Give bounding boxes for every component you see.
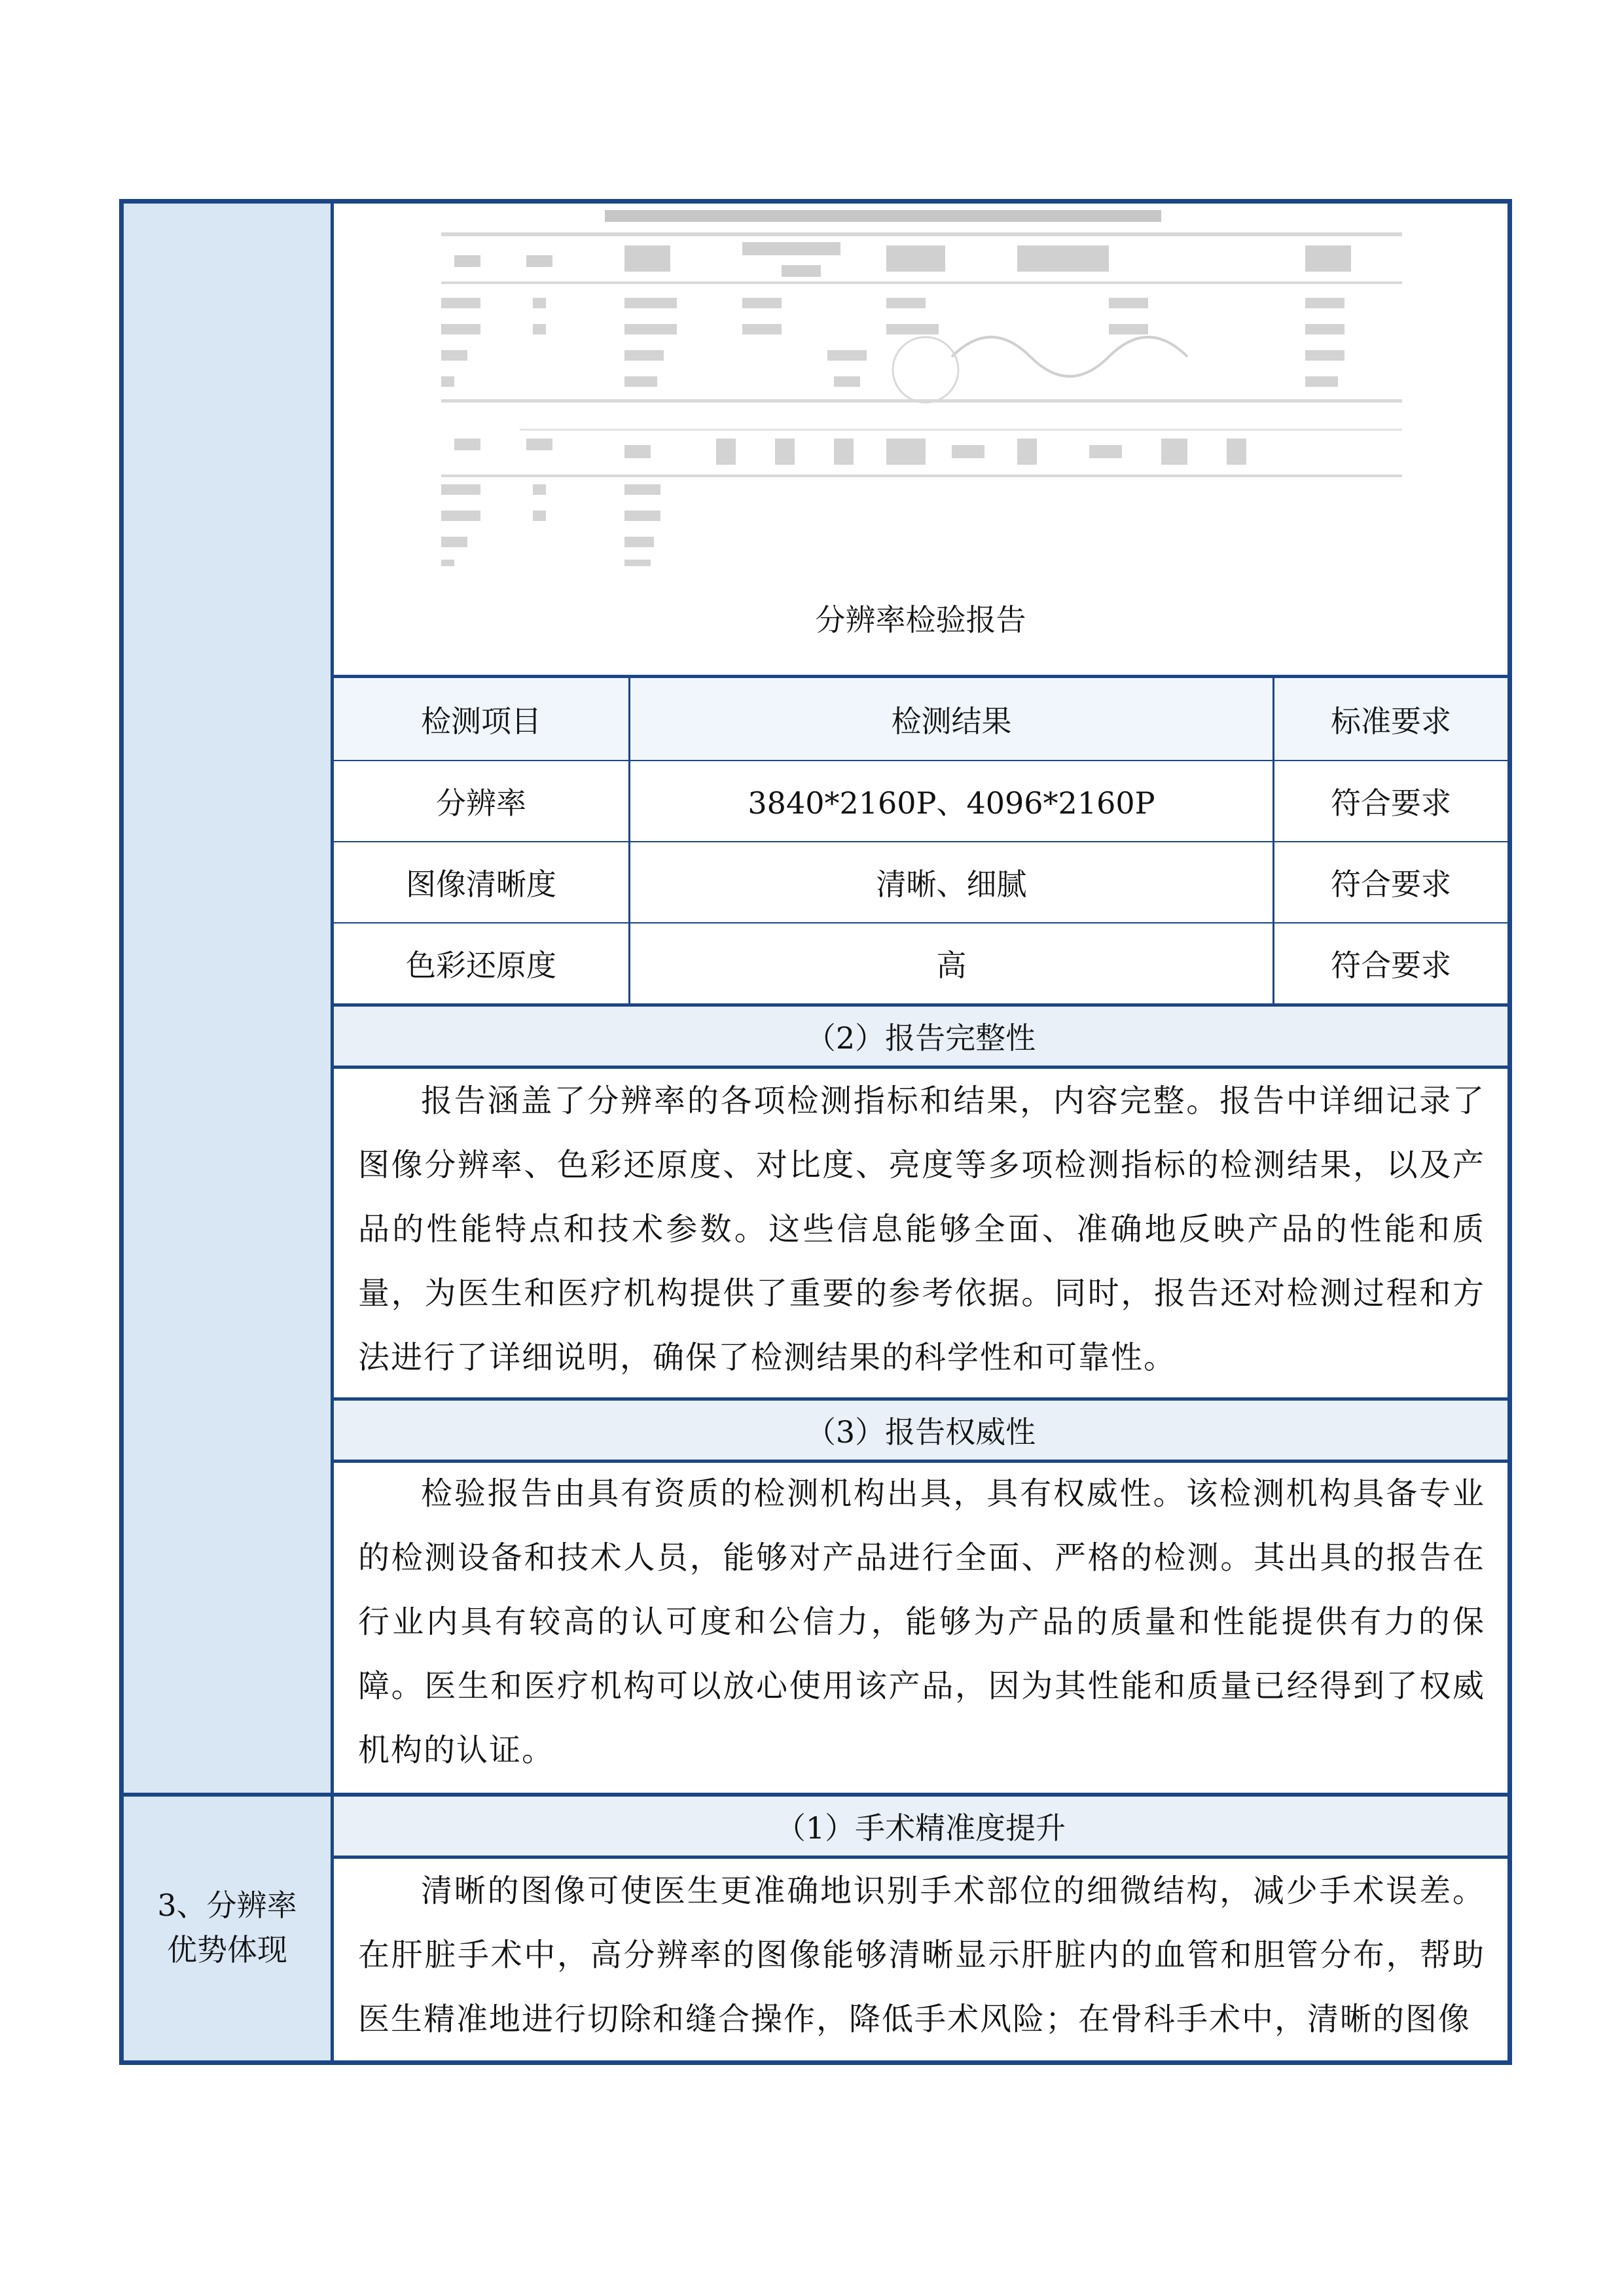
surgical-precision-heading: （1）手术精准度提升 <box>334 1797 1507 1856</box>
report-table-image <box>441 206 1402 566</box>
advantage-label <box>157 1883 297 1972</box>
table-row-resolution-standard: 符合要求 <box>1331 785 1451 821</box>
table-row-resolution-item: 分辨率 <box>436 785 526 821</box>
authority-body: 检验报告由具有资质的检测机构出具，具有权威性。该检测机构具备专业的检测设备和技术人员，能够对产品进行全面、严格的检测。其出具的报告在行业内具有较高的认可度和公信力，能够为产品的质量和性能提供有力的保障。医生和医疗机构可以放心使用该产品，因为其性能和质量已经得到了权威机构的认证。 <box>358 1475 1485 1768</box>
document-table <box>119 199 1512 2065</box>
left-column-empty <box>124 204 334 1794</box>
table-row-color-result: 高 <box>936 948 967 983</box>
table-row-clarity-item: 图像清晰度 <box>406 867 556 902</box>
column-divider <box>1272 678 1274 1003</box>
report-figure <box>334 204 1507 675</box>
table-row-clarity-standard: 符合要求 <box>1331 867 1451 902</box>
figure-caption: 分辨率检验报告 <box>815 602 1026 637</box>
completeness-heading: （2）报告完整性 <box>334 1007 1507 1066</box>
left-column-advantage <box>124 1794 334 2060</box>
completeness-body: 报告涵盖了分辨率的各项检测指标和结果，内容完整。报告中详细记录了图像分辨率、色彩还原度、对比度、亮度等多项检测指标的检测结果，以及产品的性能特点和技术参数。这些信息能够全面、准确地反映产品的性能和质量，为医生和医疗机构提供了重要的参考依据。同时，报告还对检测过程和方法进行了详细说明，确保了检测结果的科学性和可靠性。 <box>358 1083 1485 1376</box>
column-divider <box>628 678 630 1003</box>
table-row-color-item: 色彩还原度 <box>406 948 556 983</box>
surgical-precision-body: 清晰的图像可使医生更准确地识别手术部位的细微结构，减少手术误差。在肝脏手术中，高分辨率的图像能够清晰显示肝脏内的血管和胆管分布，帮助医生精准地进行切除和缝合操作，降低手术风险；在骨科手术中，清晰的图像 <box>358 1873 1485 2037</box>
table-header-item: 检测项目 <box>334 678 628 760</box>
advantage-label-line2: 优势体现 <box>167 1931 287 1967</box>
authority-heading: （3）报告权威性 <box>334 1401 1507 1460</box>
table-row-color-standard: 符合要求 <box>1331 948 1451 983</box>
table-header-standard: 标准要求 <box>1274 678 1507 760</box>
table-row-clarity-result: 清晰、细腻 <box>876 867 1027 902</box>
table-row-resolution-result: 3840*2160P、4096*2160P <box>748 785 1155 821</box>
table-header-result: 检测结果 <box>630 678 1272 760</box>
advantage-label-line1: 3、分辨率 <box>157 1887 297 1923</box>
